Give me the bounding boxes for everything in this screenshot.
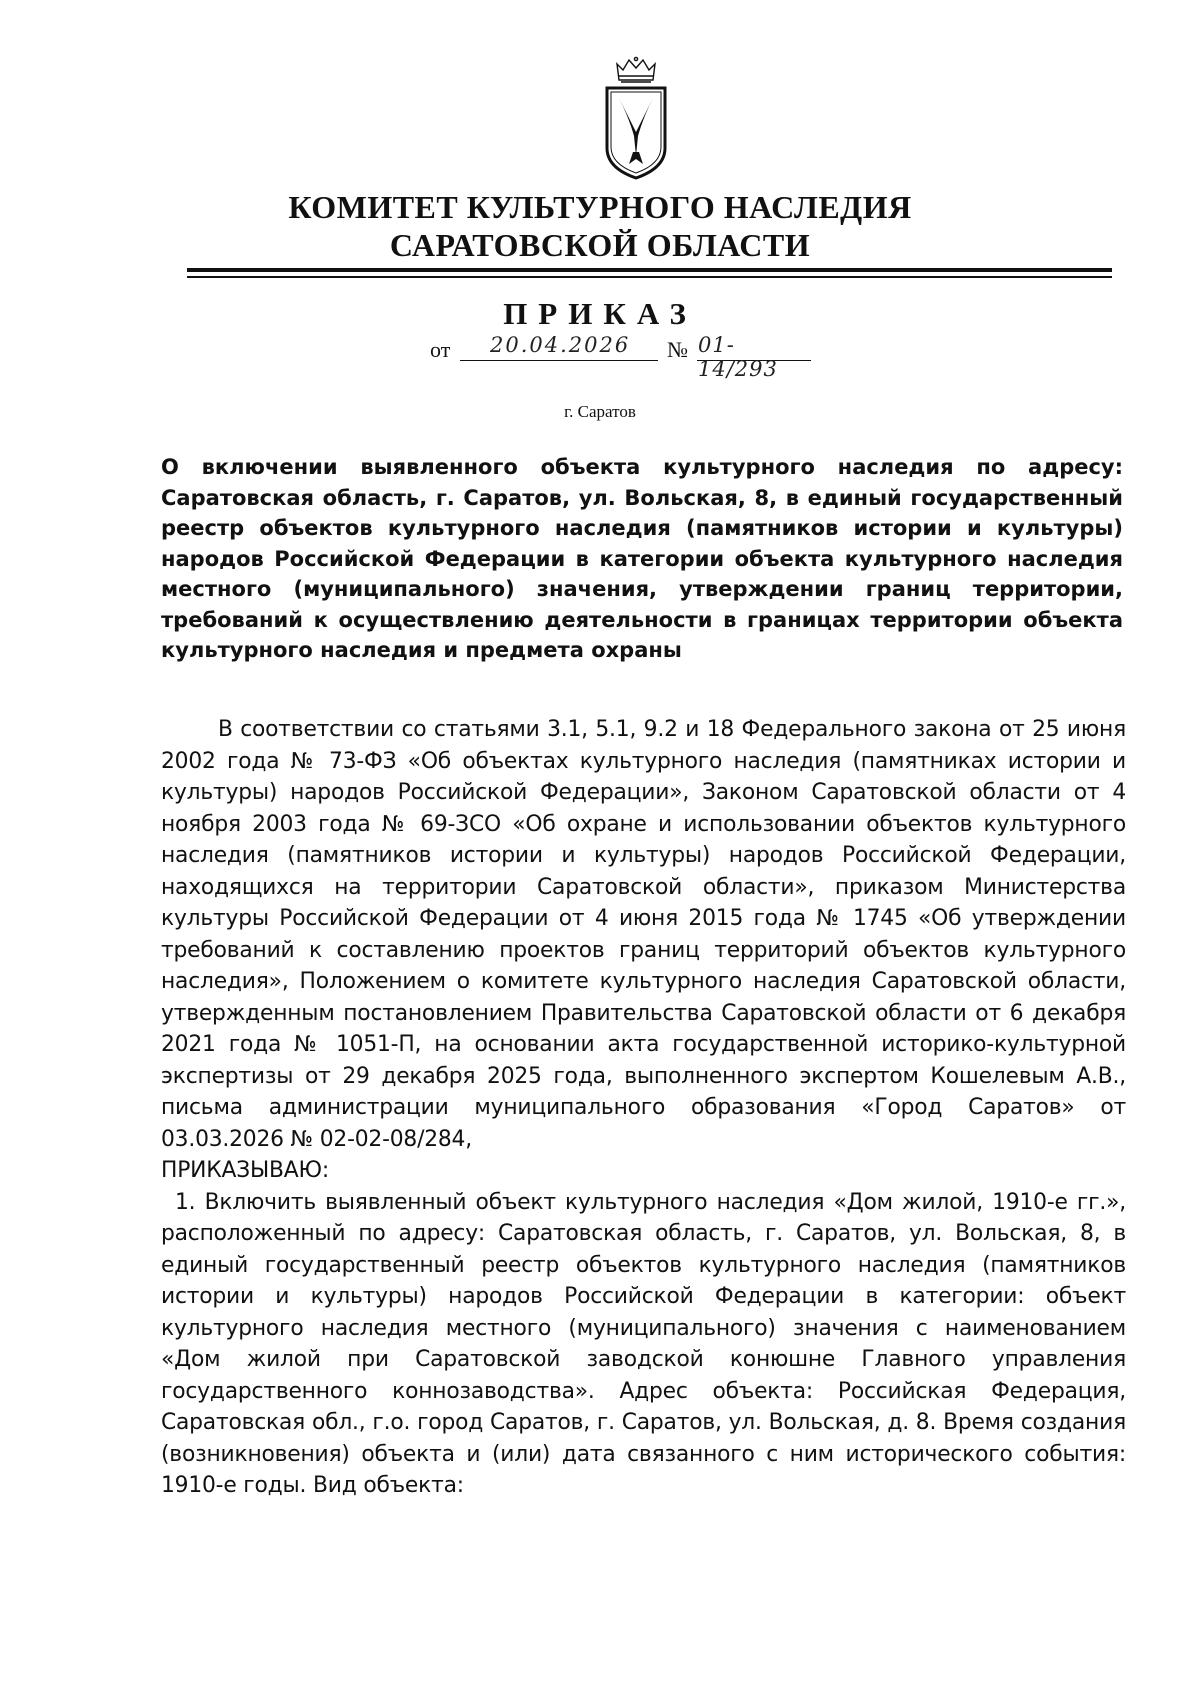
- handwritten-number: 01-14/293: [698, 333, 778, 381]
- order-title: О включении выявленного объекта культурного наследия по адресу: Саратовская область, г. Саратов, ул. Вольская, 8, в единый государственный реестр объектов культурного наследия (памятников истории и культуры) народов Российской Федерации в категории объекта культурного наследия местного (муниципального) значения, утверждении границ территории, требований к осуществлению деятельности в границах территории объекта культурного наследия и предмета охраны: [161, 455, 1123, 662]
- order-body: [161, 714, 1126, 1502]
- organization-name-line1: КОМИТЕТ КУЛЬТУРНОГО НАСЛЕДИЯ: [288, 189, 912, 225]
- coat-of-arms-emblem: [599, 56, 673, 182]
- date-underline: [460, 360, 658, 361]
- command-word: ПРИКАЗЫВАЮ:: [161, 1158, 329, 1183]
- issue-city: г. Саратов: [564, 402, 636, 421]
- organization-name-line2: САРАТОВСКОЙ ОБЛАСТИ: [389, 227, 811, 263]
- header-divider-thick: [187, 268, 1112, 272]
- handwritten-date: 20.04.2026: [490, 333, 631, 357]
- preamble-paragraph: В соответствии со статьями 3.1, 5.1, 9.2 и 18 Федерального закона от 25 июня 2002 года № 73-ФЗ «Об объектах культурного наследия (памятниках истории и культуры) народов Российской Федерации», Законом Саратовской области от 4 ноября 2003 года № 69-ЗСО «Об охране и использовании объектов культурного наследия (памятников истории и культуры) народов Российской Федерации, находящихся на территории Саратовской области», приказом Министерства культуры Российской Федерации от 4 июня 2015 года № 1745 «Об утверждении требований к составлению проектов границ территорий объектов культурного наследия», Положением о комитете культурного наследия Саратовской области, утвержденным постановлением Правительства Саратовской области от 6 декабря 2021 года № 1051-П, на основании акта государственной историко-культурной экспертизы от 29 декабря 2025 года, выполненного экспертом Кошелевым А.В., письма администрации муниципального образования «Город Саратов» от 03.03.2026 № 02-02-08/284,: [161, 717, 1126, 1152]
- date-prefix: от: [430, 337, 451, 362]
- header-divider-thin: [187, 276, 1112, 278]
- item-1-paragraph: 1. Включить выявленный объект культурного наследия «Дом жилой, 1910-е гг.», расположенный по адресу: Саратовская область, г. Саратов, ул. Вольская, 8, в единый государственный реестр объектов культурного наследия (памятников истории и культуры) народов Российской Федерации в категории: объект культурного наследия местного (муниципального) значения с наименованием «Дом жилой при Саратовской заводской конюшне Главного управления государственного коннозаводства». Адрес объекта: Российская Федерация, Саратовская обл., г.о. город Саратов, г. Саратов, ул. Вольская, д. 8. Время создания (возникновения) объекта и (или) дата связанного с ним исторического события: 1910-е годы. Вид объекта:: [161, 1189, 1126, 1498]
- document-type-heading: ПРИКАЗ: [503, 296, 697, 331]
- number-prefix: №: [667, 337, 688, 362]
